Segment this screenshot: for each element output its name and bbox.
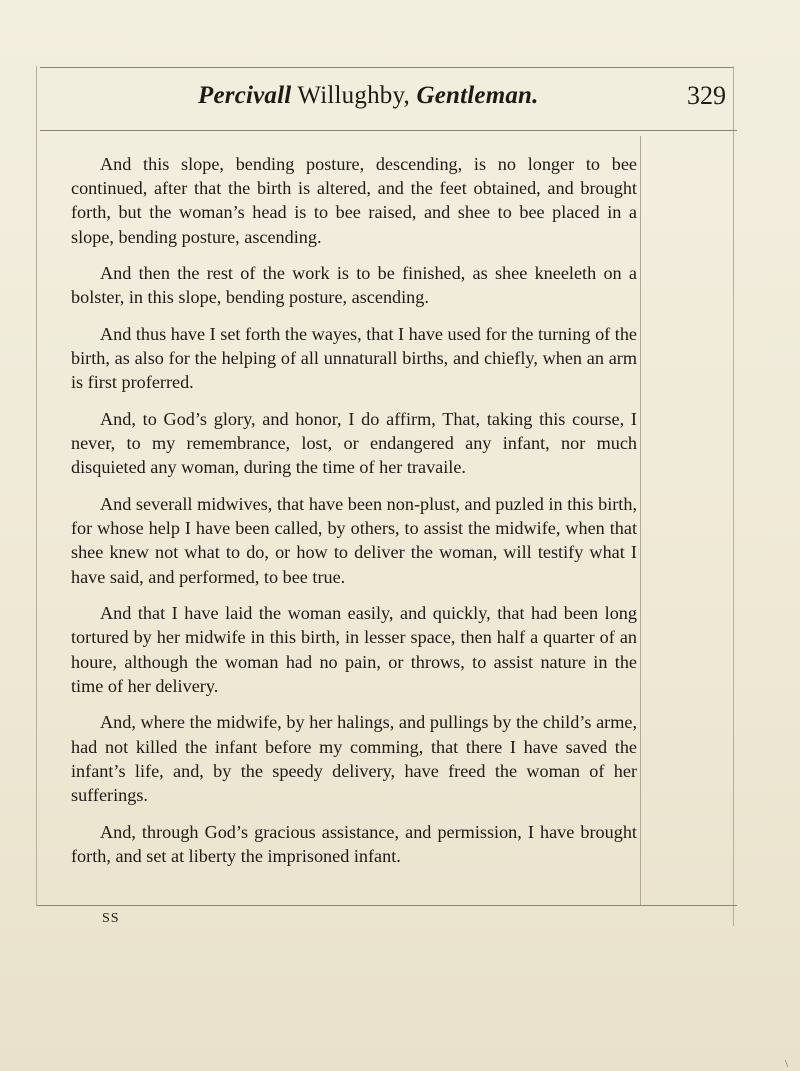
running-title [198,74,539,118]
paragraph: And that I have laid the woman easily, and quickly, that had been long tortured by her midwife in this birth, in lesser space, then half a quarter of an houre, although the woman had no pain, or throws, to assist nature in the time of her delivery. [71,603,637,696]
body-text [71,152,637,880]
paragraph: And then the rest of the work is to be finished, as shee kneeleth on a bolster, in this slope, bending posture, ascending. [71,263,637,308]
paragraph: And, where the midwife, by her halings, and pullings by the child’s arme, had not killed the infant before my comming, that there I have saved the infant’s life, and, by the speedy delivery, have freed the woman of her sufferings. [71,712,637,806]
header-top-rule [40,67,733,68]
paragraph: And thus have I set forth the wayes, that I have used for the turning of the birth, as also for the helping of all unnaturall births, and chiefly, when an arm is first proferred. [71,324,637,393]
signature-mark: SS [102,911,120,926]
running-title-surname: Willughby, [291,82,417,109]
paragraph: And this slope, bending posture, descending, is no longer to bee continued, after that the birth is altered, and the feet obtained, and brought forth, but the woman’s head is to bee raised, and shee to bee placed in a slope, bending posture, ascending. [71,154,637,247]
footer-rule [37,905,737,906]
running-title-rank: Gentleman. [416,82,539,109]
paragraph: And severall midwives, that have been non-plust, and puzled in this birth, for whose help I have been called, by others, to assist the midwife, when that shee knew not what to do, or how to deliver the woman, will testify what I have said, and performed, to bee true. [71,494,637,587]
corner-mark: \ [785,1058,789,1070]
page-number: 329 [687,81,726,110]
running-title-name: Percivall [198,82,292,109]
right-edge-line [733,66,734,926]
left-edge-line [36,66,37,906]
paragraph: And, through God’s gracious assistance, and permission, I have brought forth, and set at liberty the imprisoned infant. [71,821,637,866]
paragraph: And, to God’s glory, and honor, I do affirm, That, taking this course, I never, to my remembrance, lost, or endangered any infant, nor much disquieted any woman, during the time of her travaile. [71,409,637,478]
text-right-margin-line [640,136,641,906]
running-header [198,74,738,118]
header-bottom-rule [40,130,737,131]
